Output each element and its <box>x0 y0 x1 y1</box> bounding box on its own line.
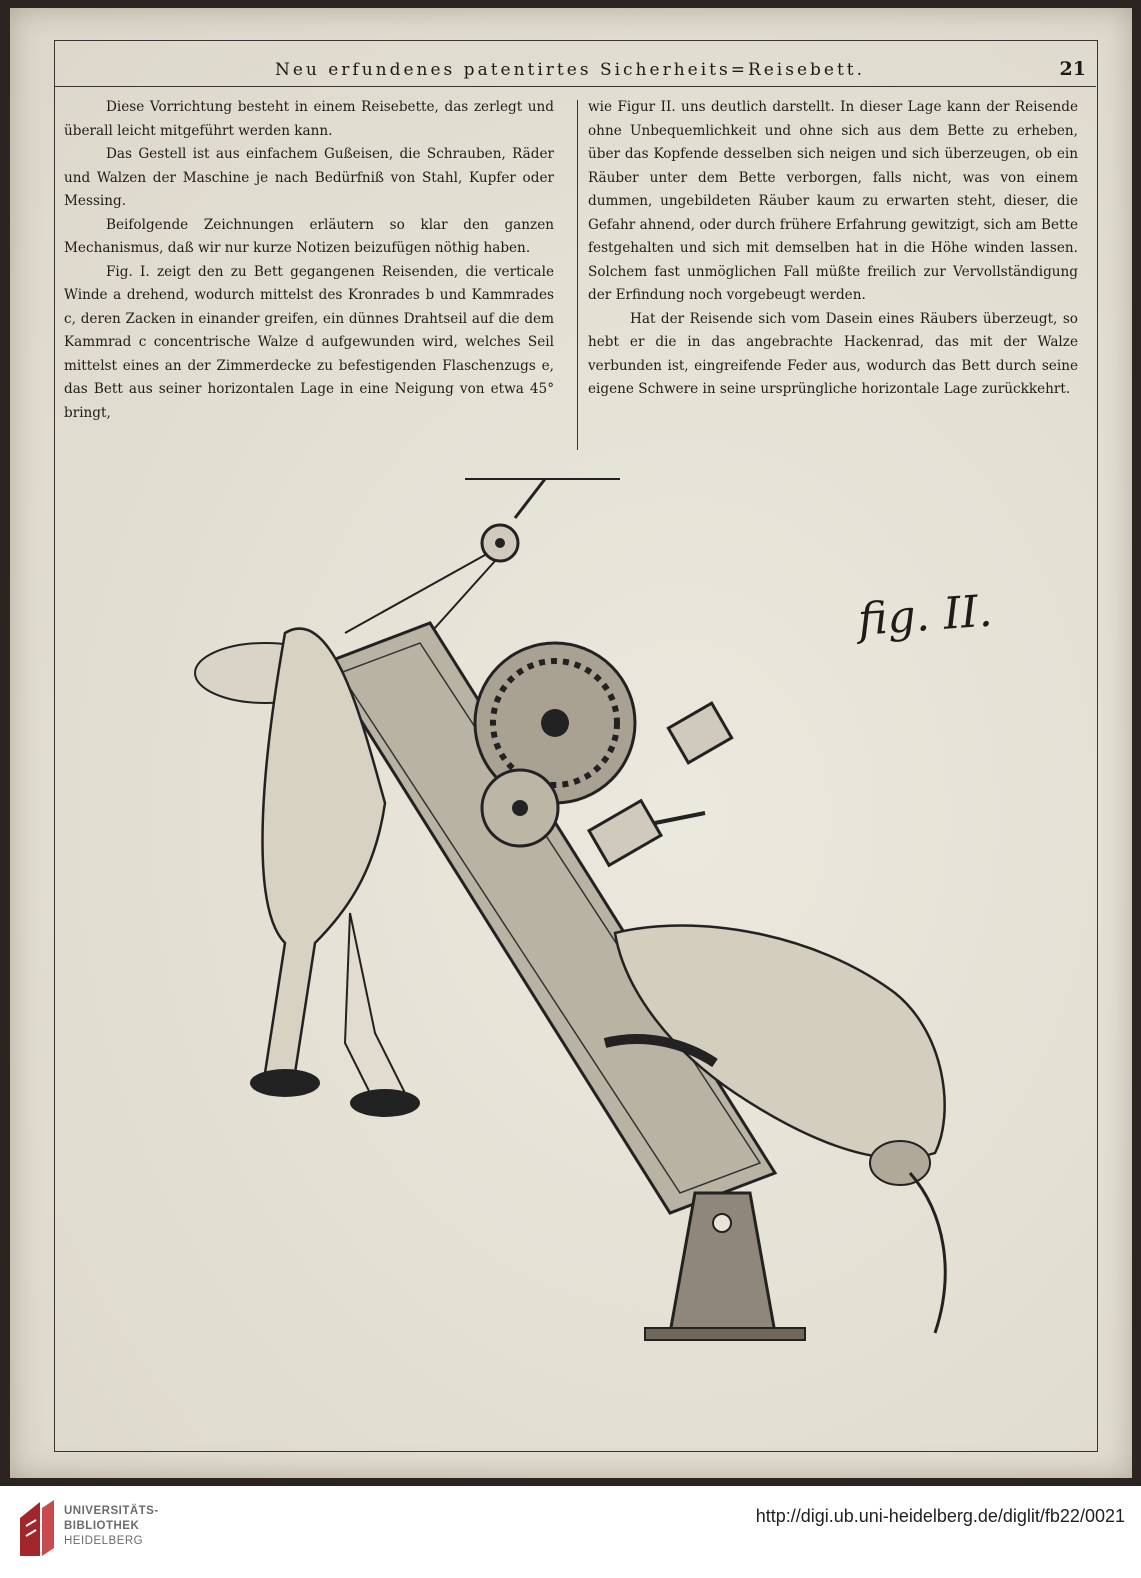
paragraph: Hat der Reisende sich vom Dasein eines Räubers überzeugt, so hebt er die in das angebrachte Hackenrad, das mit der Walze verbunden ist, eingreifende Feder aus, wodurch das Bett durch seine eigene Schwere in seine ursprüngliche horizontale Lage zurückkehrt. <box>588 310 1078 397</box>
page-number: 21 <box>1059 58 1086 80</box>
figure-caption: fig. II. <box>856 585 994 646</box>
pulley-chain <box>515 479 545 518</box>
paragraph: Das Gestell ist aus einfachem Gußeisen, die Schrauben, Räder und Walzen der Maschine je nach Bedürfniß von Stahl, Kupfer oder Messing. <box>64 146 554 209</box>
library-name-line: UNIVERSITÄTS- <box>64 1505 159 1517</box>
scanned-page <box>10 8 1132 1478</box>
library-logo-icon <box>16 1498 58 1560</box>
rope <box>345 555 485 633</box>
traveller-shoe <box>350 1089 420 1117</box>
stand-hole <box>713 1214 731 1232</box>
library-footer <box>0 1486 1141 1578</box>
source-url-link[interactable]: http://digi.ub.uni-heidelberg.de/diglit/fb22/0021 <box>755 1506 1125 1526</box>
library-name-line: BIBLIOTHEK <box>64 1520 140 1532</box>
paragraph: Diese Vorrichtung besteht in einem Reisebette, das zerlegt und überall leicht mitgeführt werden kann. <box>64 99 554 139</box>
library-name-line: HEIDELBERG <box>64 1535 144 1547</box>
paragraph: Fig. I. zeigt den zu Bett gegangenen Reisenden, die verticale Winde a drehend, wodurch mittelst des Kronrades b und Kammrades c, deren Zacken in einander greifen, ein dünnes Drahtseil auf die dem Kammrad c concentrische Walze d aufgewunden wird, welches Seil mittelst eines an der Zimmerdecke zu befestigenden Flaschenzugs e, das Bett aus seiner horizontalen Lage in eine Neigung von etwa 45° bringt, <box>64 263 554 421</box>
winch-handle <box>655 813 705 823</box>
robber-nightcap <box>910 1173 945 1333</box>
paragraph: wie Figur II. uns deutlich darstellt. In dieser Lage kann der Reisende ohne Unbequemlichkeit und ohne sich aus dem Bette zu erheben, über das Kopfende desselben sich neigen und sich überzeugen, ob ein Räuber unter dem Bette verborgen, falls nicht, was von einem dummen, ungebildeten Räuber kaum zu erwarten steht, dieser, die Gefahr ahnend, oder durch frühere Erfahrung gewitzigt, sich am Bette festgehalten und sich mit demselben hat in die Höhe winden lassen. Solchem fast unmöglichen Fall müßte freilich zur Vervollständigung der Erfindung noch vorgebeugt werden. <box>588 99 1078 303</box>
roller <box>589 801 661 866</box>
robber-head <box>870 1141 930 1185</box>
pulley-axle <box>495 538 505 548</box>
traveller-shoe <box>250 1069 320 1097</box>
right-text-column <box>588 96 1078 402</box>
gear-hub <box>541 709 569 737</box>
column-divider <box>577 100 578 450</box>
header-rule <box>54 86 1096 87</box>
stand-base <box>645 1328 805 1340</box>
traveller-leg <box>345 913 405 1103</box>
upper-roller <box>668 703 731 763</box>
left-text-column <box>64 96 554 425</box>
running-title: Neu erfundenes patentirtes Sicherheits=Reisebett. <box>274 60 866 80</box>
paragraph: Beifolgende Zeichnungen erläutern so klar den ganzen Mechanismus, daß wir nur kurze Notizen beizufügen nöthig haben. <box>64 216 554 256</box>
comb-wheel-hub <box>512 800 528 816</box>
library-name[interactable] <box>64 1504 234 1549</box>
